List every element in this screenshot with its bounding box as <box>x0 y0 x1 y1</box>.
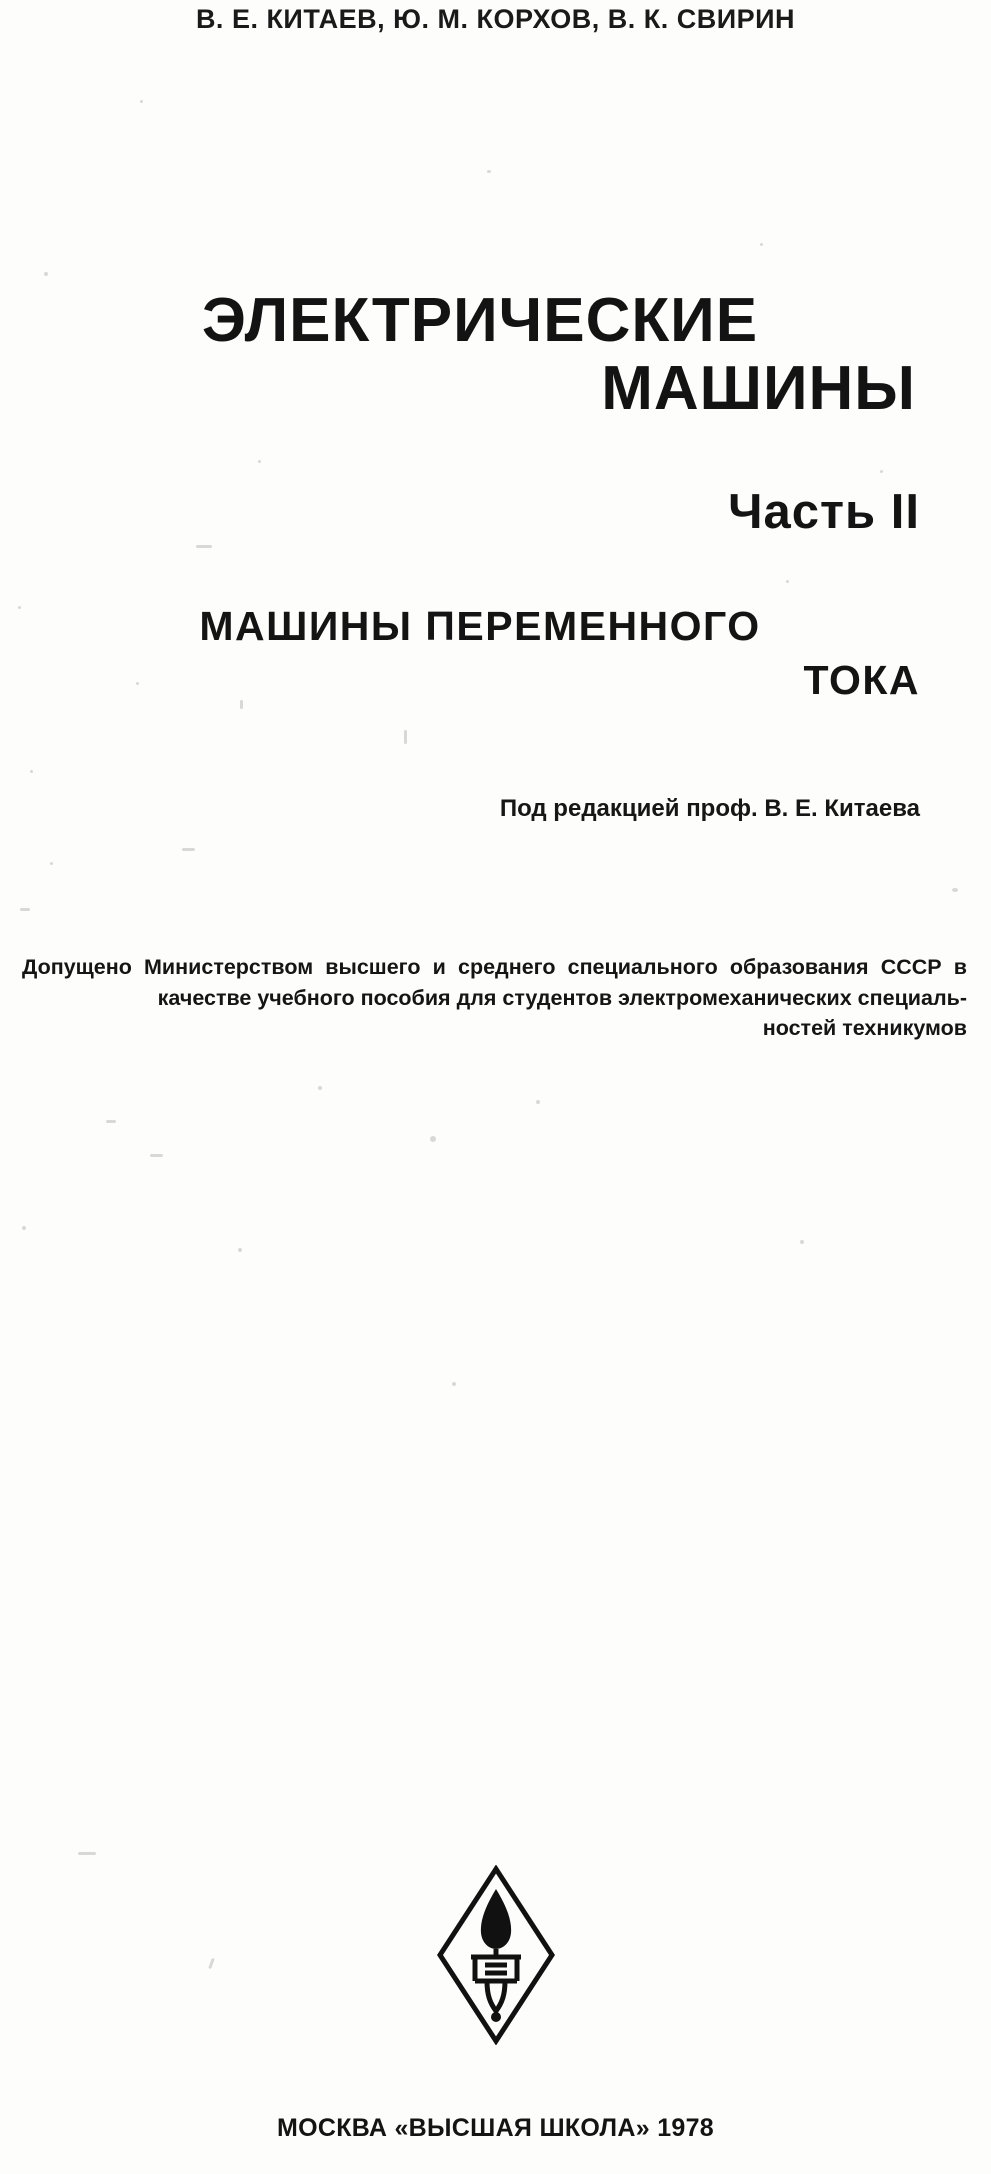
paper-speck <box>318 1086 322 1090</box>
book-subtitle-line-1: МАШИНЫ ПЕРЕМЕННОГО <box>199 603 761 649</box>
approval-note-body: Допущено Министерством высшего и среднего специального образования СССР в качестве учебного пособия для студентов электромеханических специаль- <box>22 955 967 1010</box>
paper-speck <box>20 908 30 911</box>
paper-speck <box>800 1240 804 1244</box>
paper-speck <box>50 862 53 865</box>
paper-speck <box>22 1226 26 1230</box>
paper-speck <box>238 1248 242 1252</box>
paper-speck <box>952 888 958 892</box>
paper-speck <box>18 606 21 609</box>
book-editor: Под редакцией проф. В. Е. Китаева <box>499 795 920 822</box>
paper-speck <box>786 580 789 583</box>
paper-speck <box>258 460 261 463</box>
paper-speck <box>487 170 491 173</box>
book-title <box>40 286 920 425</box>
paper-speck <box>430 1136 436 1142</box>
approval-note-last-line: ностей техникумов <box>762 1016 967 1041</box>
publisher-logo <box>0 1865 991 2050</box>
publisher-imprint: МОСКВА «ВЫСШАЯ ШКОЛА» 1978 <box>276 2114 715 2142</box>
paper-speck <box>404 730 407 744</box>
book-part: Часть II <box>728 485 920 539</box>
paper-speck <box>760 243 763 246</box>
paper-speck <box>78 1852 96 1855</box>
paper-speck <box>182 848 195 851</box>
book-title-line-1: ЭЛЕКТРИЧЕСКИЕ <box>201 286 759 355</box>
approval-note <box>22 952 967 1044</box>
book-title-line-2: МАШИНЫ <box>601 354 916 423</box>
paper-speck <box>536 1100 540 1104</box>
paper-speck <box>196 545 212 548</box>
paper-speck <box>30 770 33 773</box>
paper-speck <box>44 272 48 276</box>
paper-speck <box>140 100 143 103</box>
book-subtitle-line-2: ТОКА <box>803 657 920 703</box>
book-authors: В. Е. КИТАЕВ, Ю. М. КОРХОВ, В. К. СВИРИН <box>195 4 796 34</box>
paper-speck <box>452 1382 456 1386</box>
paper-speck <box>880 470 883 473</box>
paper-speck <box>150 1154 163 1157</box>
vysshaya-shkola-emblem-icon <box>435 1865 557 2045</box>
paper-speck <box>106 1120 116 1123</box>
